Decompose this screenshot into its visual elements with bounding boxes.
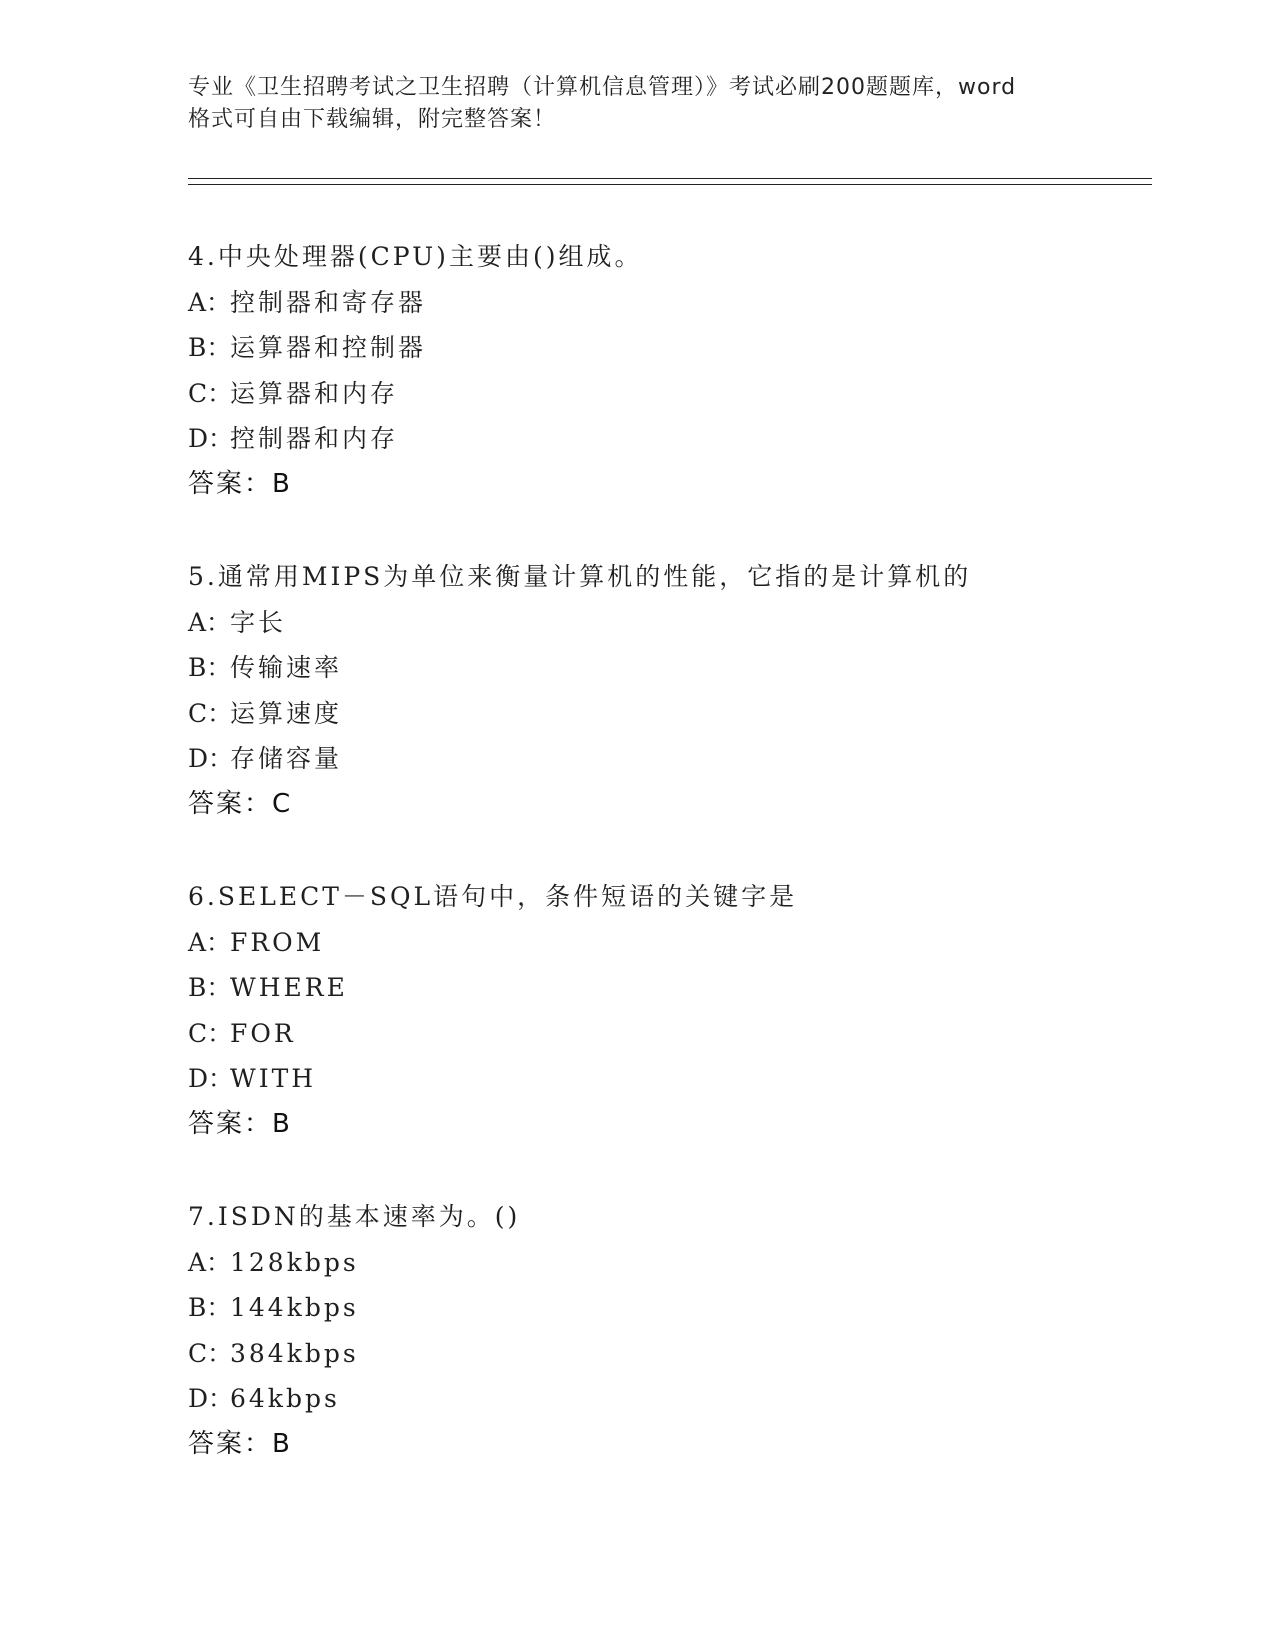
option-text: WHERE (230, 973, 348, 1002)
answer-line: 答案：B (188, 1428, 292, 1459)
option-label: B： (188, 1293, 232, 1322)
option-label: C： (188, 698, 233, 728)
option-label: D： (188, 1384, 234, 1413)
option-b (188, 965, 1152, 1011)
option-label: A： (188, 927, 232, 957)
option-label: B： (188, 653, 232, 682)
option-label: A： (188, 287, 232, 317)
option-text: 存储容量 (230, 744, 343, 773)
option-d (188, 1376, 1152, 1422)
option-a (188, 920, 1152, 966)
option-text: 字长 (230, 607, 287, 637)
question-stem: 6.SELECT－SQL语句中，条件短语的关键字是 (188, 882, 798, 911)
option-a (188, 1240, 1152, 1286)
option-label: D： (188, 1064, 234, 1093)
question-item (188, 1194, 1152, 1514)
option-a (188, 280, 1152, 326)
option-c (188, 371, 1152, 417)
question-item (188, 234, 1152, 554)
option-label: C： (188, 1018, 233, 1048)
option-d (188, 1056, 1152, 1102)
option-c (188, 691, 1152, 737)
option-text: 运算器和内存 (230, 378, 399, 408)
option-label: C： (188, 378, 233, 408)
option-text: 传输速率 (230, 653, 343, 682)
question-stem: 7.ISDN的基本速率为。() (188, 1202, 521, 1231)
option-text: 144kbps (230, 1293, 359, 1322)
option-text: WITH (230, 1064, 317, 1093)
option-label: D： (188, 744, 234, 773)
option-b (188, 325, 1152, 371)
option-text: 128kbps (230, 1247, 359, 1277)
option-text: FROM (230, 927, 325, 957)
question-item (188, 874, 1152, 1194)
option-label: B： (188, 333, 232, 362)
option-text: 控制器和寄存器 (230, 287, 427, 317)
option-label: A： (188, 1247, 232, 1277)
option-a (188, 600, 1152, 646)
question-stem: 4.中央处理器(CPU)主要由()组成。 (188, 242, 643, 271)
option-c (188, 1011, 1152, 1057)
option-text: FOR (230, 1018, 296, 1048)
question-stem: 5.通常用MIPS为单位来衡量计算机的性能，它指的是计算机的 (188, 562, 972, 591)
header-double-rule (188, 178, 1152, 185)
header-line-2: 格式可自由下载编辑，附完整答案！ (188, 107, 557, 132)
option-text: 64kbps (230, 1384, 340, 1413)
option-d (188, 736, 1152, 782)
option-d (188, 416, 1152, 462)
option-text: 运算器和控制器 (230, 333, 427, 362)
option-text: 384kbps (230, 1338, 359, 1368)
answer-line: 答案：B (188, 468, 292, 499)
option-label: A： (188, 607, 232, 637)
question-item (188, 554, 1152, 874)
option-label: C： (188, 1338, 233, 1368)
option-b (188, 645, 1152, 691)
option-text: 运算速度 (230, 698, 343, 728)
answer-line: 答案：B (188, 1108, 292, 1139)
question-list (188, 234, 1152, 1514)
option-text: 控制器和内存 (230, 424, 399, 453)
option-label: D： (188, 424, 234, 453)
option-b (188, 1285, 1152, 1331)
document-header (188, 72, 1088, 136)
header-line-1: 专业《卫生招聘考试之卫生招聘（计算机信息管理）》考试必刷200题题库，word (188, 75, 1017, 100)
option-label: B： (188, 973, 232, 1002)
answer-line: 答案：C (188, 788, 293, 819)
option-c (188, 1331, 1152, 1377)
